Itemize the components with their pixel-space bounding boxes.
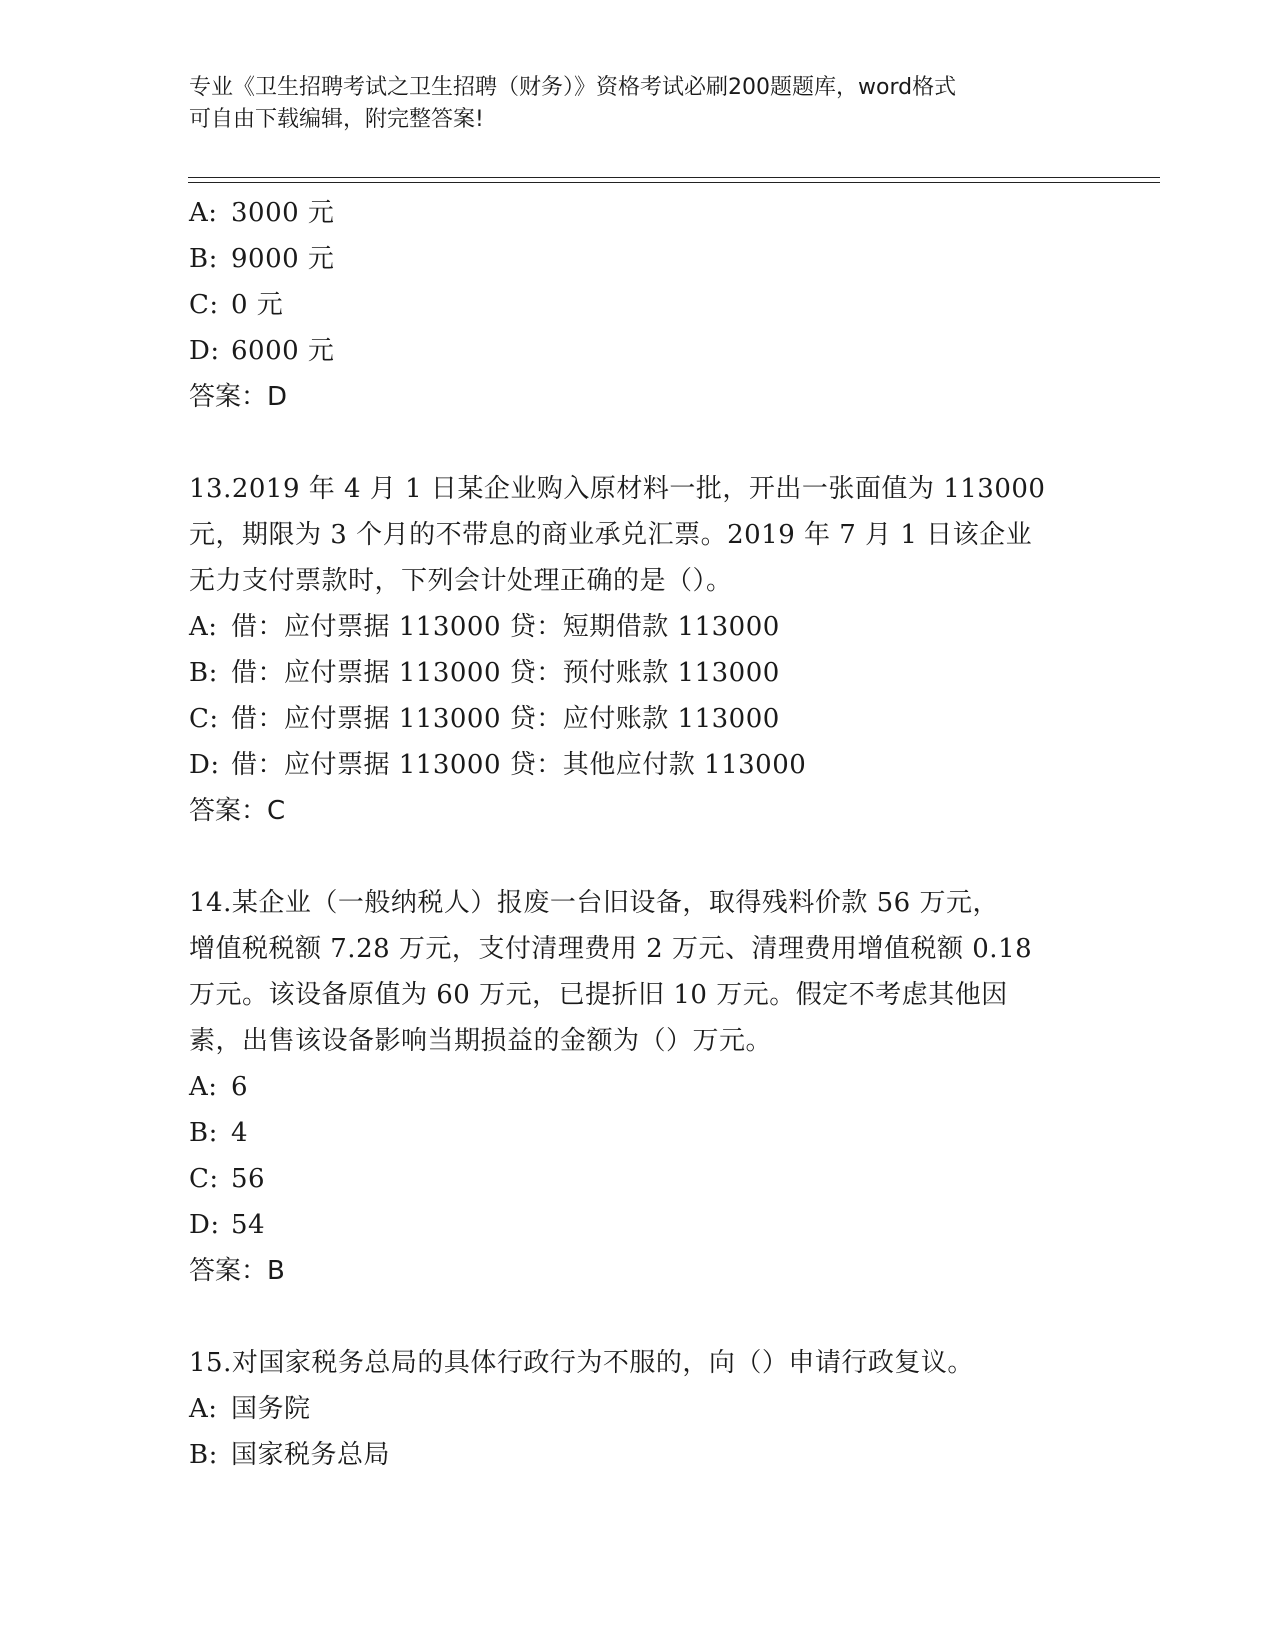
question-text-line: 13.2019 年 4 月 1 日某企业购入原材料一批，开出一张面值为 113000 xyxy=(189,474,1046,504)
option-d: D: 借：应付票据 113000 贷：其他应付款 113000 xyxy=(189,750,807,780)
header-title-line-2: 可自由下载编辑，附完整答案! xyxy=(189,107,484,132)
option-b: B: 4 xyxy=(189,1118,249,1148)
question-12-block xyxy=(189,190,1089,420)
document-header xyxy=(189,72,1069,136)
spacer xyxy=(189,420,1089,466)
option-b: B: 9000 元 xyxy=(189,244,335,274)
question-13-block xyxy=(189,466,1089,834)
question-text-line: 15.对国家税务总局的具体行政行为不服的，向（）申请行政复议。 xyxy=(189,1348,974,1378)
question-text-line: 元，期限为 3 个月的不带息的商业承兑汇票。2019 年 7 月 1 日该企业 xyxy=(189,520,1033,550)
option-d: D: 54 xyxy=(189,1210,266,1240)
option-d: D: 6000 元 xyxy=(189,336,335,366)
option-c: C: 0 元 xyxy=(189,290,284,320)
answer-label: 答案：D xyxy=(189,382,288,412)
option-a: A: 6 xyxy=(189,1072,249,1102)
question-text-line: 无力支付票款时，下列会计处理正确的是（）。 xyxy=(189,566,733,596)
question-14-block xyxy=(189,880,1089,1294)
spacer xyxy=(189,1294,1089,1340)
option-a: A: 借：应付票据 113000 贷：短期借款 113000 xyxy=(189,612,780,642)
question-text-line: 素，出售该设备影响当期损益的金额为（）万元。 xyxy=(189,1026,773,1056)
question-text-line: 14.某企业（一般纳税人）报废一台旧设备，取得残料价款 56 万元， xyxy=(189,888,999,918)
spacer xyxy=(189,834,1089,880)
option-a: A: 国务院 xyxy=(189,1394,311,1424)
option-a: A: 3000 元 xyxy=(189,198,335,228)
answer-label: 答案：C xyxy=(189,796,286,826)
option-c: C: 借：应付票据 113000 贷：应付账款 113000 xyxy=(189,704,780,734)
answer-label: 答案：B xyxy=(189,1256,285,1286)
question-content xyxy=(189,190,1089,1478)
header-title-line-1: 专业《卫生招聘考试之卫生招聘（财务）》资格考试必刷200题题库，word格式 xyxy=(189,75,957,100)
header-divider-top xyxy=(188,177,1160,178)
option-c: C: 56 xyxy=(189,1164,266,1194)
question-text-line: 增值税税额 7.28 万元，支付清理费用 2 万元、清理费用增值税额 0.18 xyxy=(189,934,1033,964)
header-divider-bottom xyxy=(188,182,1160,183)
question-text-line: 万元。该设备原值为 60 万元，已提折旧 10 万元。假定不考虑其他因 xyxy=(189,980,1008,1010)
question-15-block xyxy=(189,1340,1089,1478)
option-b: B: 国家税务总局 xyxy=(189,1440,391,1470)
option-b: B: 借：应付票据 113000 贷：预付账款 113000 xyxy=(189,658,780,688)
